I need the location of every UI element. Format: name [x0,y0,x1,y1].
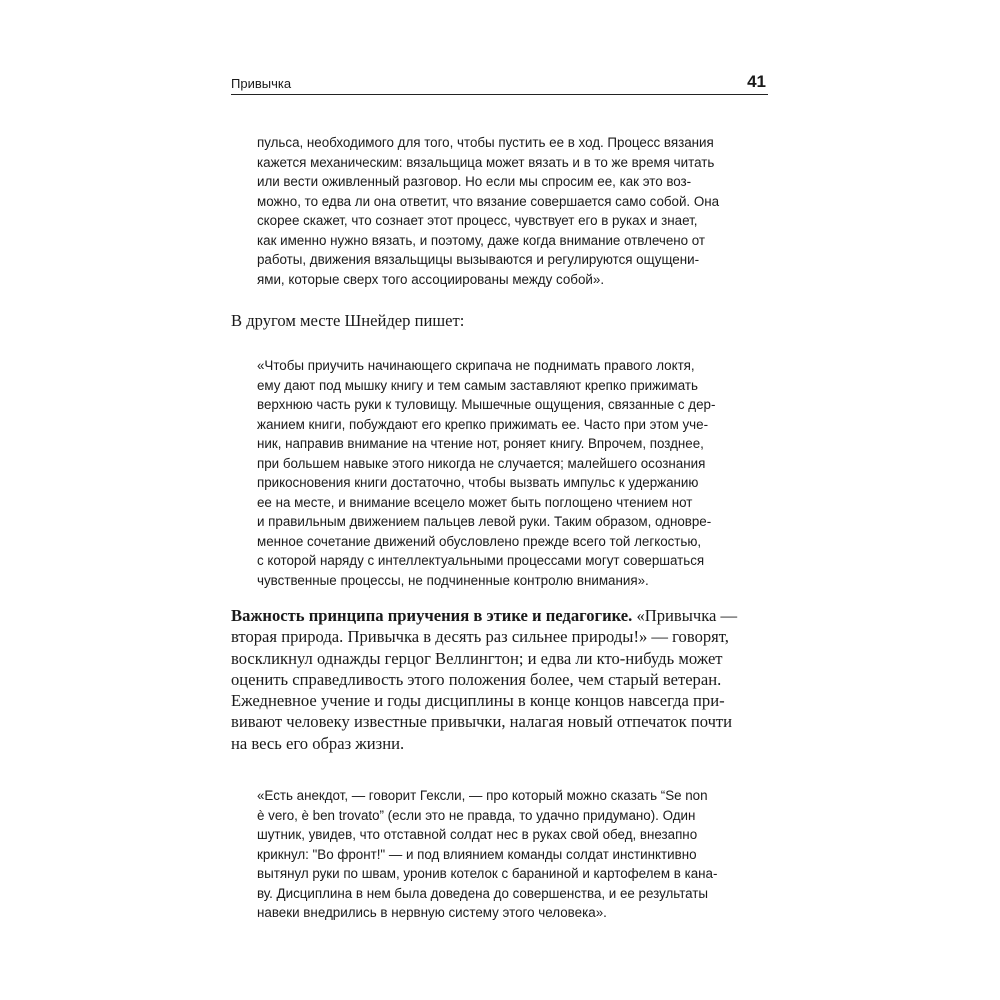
quote-line: как именно нужно вязать, и поэтому, даже когда внимание отвлечено от [257,232,706,248]
quote-line: работы, движения вязальщицы вызываются и регулируются ощущени- [257,252,700,267]
quote-line: ее на месте, и внимание всецело может быть поглощено чтением нот [257,494,693,510]
quote-line: или вести оживленный разговор. Но если мы спросим ее, как это воз- [257,174,692,189]
quote-line: вытянул руки по швам, уронив котелок с бараниной и картофелем в кана- [257,866,718,881]
quote-line: ями, которые сверх того ассоциированы между собой». [257,271,605,287]
paragraph-line [231,605,776,626]
quote-line: верхнюю часть руки к туловищу. Мышечные ощущения, связанные с дер- [257,397,716,412]
page-header [231,70,768,95]
paragraph-line: воскликнул однажды герцог Веллингтон; и едва ли кто-нибудь может [231,648,723,668]
quote-line: пульса, необходимого для того, чтобы пустить ее в ход. Процесс вязания [257,135,714,150]
quote-line: жанием книги, побуждают его крепко прижимать ее. Часто при этом уче- [257,416,709,432]
body-paragraph-habit [231,605,776,754]
quote-line: прикосновения книги достаточно, чтобы вызвать импульс к удержанию [257,475,699,490]
block-quote-huxley [257,786,770,923]
paragraph-line-rest: «Привычка — [632,606,738,625]
quote-line: крикнул: "Во фронт!" — и под влиянием команды солдат инстинктивно [257,846,697,862]
body-paragraph-intro [231,310,776,331]
running-title: Привычка [231,76,292,91]
quote-line: скорее скажет, что сознает этот процесс, чувствует его в руках и знает, [257,213,698,228]
paragraph-line: В другом месте Шнейдер пишет: [231,311,465,330]
quote-line: ву. Дисциплина в нем была доведена до совершенства, и ее результаты [257,885,709,901]
quote-line: навеки внедрились в нервную систему этого человека». [257,905,607,920]
quote-line: «Есть анекдот, — говорит Гексли, — про который можно сказать “Se non [257,788,708,803]
quote-line: шутник, увидев, что отставной солдат нес в руках свой обед, внезапно [257,827,698,842]
quote-line: с которой наряду с интеллектуальными процессами могут совершаться [257,553,705,568]
paragraph-line: на весь его образ жизни. [231,733,405,753]
run-in-heading: Важность принципа приучения в этике и педагогике. [231,606,633,625]
paragraph-line: вторая природа. Привычка в десять раз сильнее природы!» — говорят, [231,627,729,647]
quote-line: ник, направив внимание на чтение нот, роняет книгу. Впрочем, позднее, [257,436,704,451]
quote-line: менное сочетание движений обусловлено прежде всего той легкостью, [257,533,702,549]
block-quote-violinist [257,356,770,590]
quote-line: при большем навыке этого никогда не случается; малейшего осознания [257,455,706,471]
quote-line: чувственные процессы, не подчиненные контролю внимания». [257,572,649,588]
paragraph-line: оценить справедливость этого положения более, чем старый ветеран. [231,669,722,689]
paragraph-line: вивают человеку известные привычки, налагая новый отпечаток почти [231,712,733,732]
quote-line: и правильным движением пальцев левой руки. Таким образом, одновре- [257,514,712,529]
quote-line: кажется механическим: вязальщица может вязать и в то же время читать [257,154,715,170]
quote-line: можно, то едва ли она ответит, что вязание совершается само собой. Она [257,193,720,209]
quote-line: ему дают под мышку книгу и тем самым заставляют крепко прижимать [257,377,698,393]
page-number: 41 [747,72,766,91]
paragraph-line: Ежедневное учение и годы дисциплины в конце концов навсегда при- [231,691,725,711]
quote-line: «Чтобы приучить начинающего скрипача не поднимать правого локтя, [257,358,695,373]
block-quote-knitting [257,133,770,289]
quote-line: è vero, è ben trovato” (если это не правда, то удачно придумано). Один [257,807,696,823]
